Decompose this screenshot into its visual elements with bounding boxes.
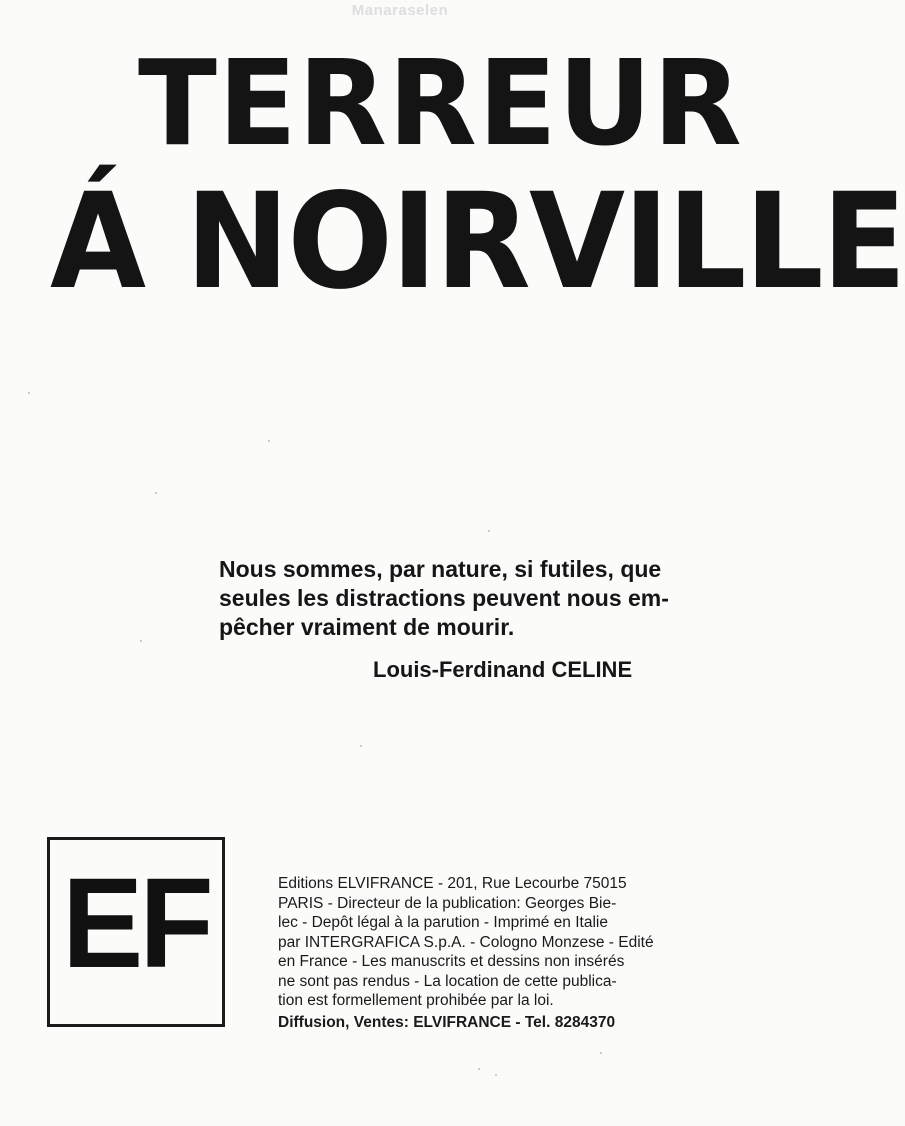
title-line-1: TERREUR (138, 34, 743, 172)
publisher-logo-text: EF (62, 852, 210, 995)
imprint-line: en France - Les manuscrits et dessins non insérés (278, 953, 625, 970)
imprint-line: lec - Depôt légal à la parution - Imprimé en Italie (278, 914, 608, 931)
paper-speck (360, 745, 362, 747)
paper-speck (268, 440, 270, 442)
imprint-block (278, 874, 748, 1032)
paper-speck (495, 1074, 497, 1076)
quote-line: seules les distractions peuvent nous em- (219, 585, 669, 611)
paper-speck (600, 1052, 602, 1054)
imprint-line: ne sont pas rendus - La location de cette publica- (278, 972, 617, 990)
imprint-line: tion est formellement prohibée par la loi. (278, 992, 554, 1009)
title-line-2: Á NOIRVILLE (50, 165, 905, 319)
publisher-logo (47, 837, 225, 1027)
quote-line: Nous sommes, par nature, si futiles, que (219, 556, 662, 582)
imprint-line: Editions ELVIFRANCE - 201, Rue Lecourbe 75015 (278, 875, 627, 892)
paper-speck (488, 530, 490, 532)
paper-speck (478, 1068, 480, 1070)
distribution-line: Diffusion, Ventes: ELVIFRANCE - Tel. 8284370 (278, 1013, 616, 1031)
quote-author: Louis-Ferdinand CELINE (373, 657, 633, 682)
epigraph-quote (219, 555, 759, 642)
imprint-line: par INTERGRAFICA S.p.A. - Cologno Monzese - Edité (278, 933, 654, 951)
paper-speck (140, 640, 142, 642)
paper-speck (155, 492, 157, 494)
imprint-line: PARIS - Directeur de la publication: Georges Bie- (278, 894, 617, 912)
quote-line: pêcher vraiment de mourir. (219, 614, 515, 640)
watermark: Manaraselen (351, 2, 449, 19)
paper-speck (28, 392, 30, 394)
